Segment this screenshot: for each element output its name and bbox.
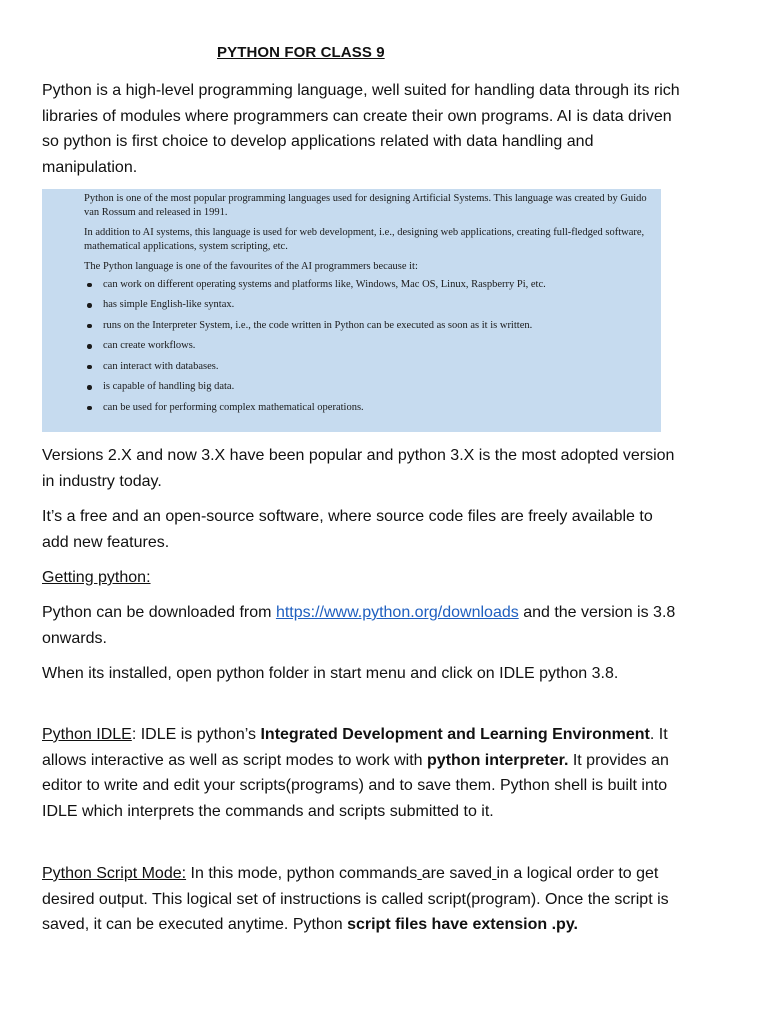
script-mode-text-5: in a logical order to get desired output. This logical set of instructions is called script(program). Once the script is saved, it can be executed anytime. Python — [42, 865, 669, 933]
box-bullet-item: can work on different operating systems and platforms like, Windows, Mac OS, Linux, Raspberry Pi, etc. — [84, 277, 654, 298]
box-paragraph-2: In addition to AI systems, this language is used for web development, i.e., designing web applications, creating full-fledged software, mathematical applications, system scripting, etc. — [84, 227, 645, 252]
free-software-paragraph: It’s a free and an open-source software, where source code files are freely available to add new features. — [42, 508, 653, 551]
versions-paragraph: Versions 2.X and now 3.X have been popular and python 3.X is the most adopted version in industry today. — [42, 447, 675, 490]
script-mode-bold: script files have extension .py. — [347, 916, 578, 933]
download-paragraph — [42, 600, 682, 651]
script-mode-label: Python Script Mode: — [42, 865, 187, 882]
box-paragraph-3: The Python language is one of the favourites of the AI programmers because it: — [84, 261, 418, 272]
intro-paragraph: Python is a high-level programming language, well suited for handling data through its rich libraries of modules where programmers can create their own programs. AI is data driven so python is first choice to develop applications related with data handling and manipulation. — [42, 82, 680, 176]
idle-label: Python IDLE — [42, 726, 132, 743]
box-bullet-item: is capable of handling big data. — [84, 379, 654, 400]
download-text-after: and the version is 3.8 onwards. — [42, 604, 676, 647]
highlight-box — [42, 189, 661, 432]
box-bullet-item: can create workflows. — [84, 338, 654, 359]
box-paragraph-1: Python is one of the most popular programming languages used for designing Artificial Systems. This language was created by Guido van Rossum and released in 1991. — [84, 193, 647, 218]
box-bullet-item: can interact with databases. — [84, 359, 654, 380]
highlight-box-content — [84, 192, 654, 420]
idle-text-2: . It allows interactive as well as script modes to work with — [42, 726, 668, 769]
installed-paragraph: When its installed, open python folder in start menu and click on IDLE python 3.8. — [42, 665, 619, 682]
script-mode-text-3: are saved — [421, 865, 493, 882]
getting-python-heading-text: Getting python: — [42, 569, 151, 586]
box-bullet-item: has simple English-like syntax. — [84, 297, 654, 318]
idle-bold-2: python interpreter. — [427, 751, 569, 769]
getting-python-heading — [42, 565, 682, 591]
download-text-before: Python can be downloaded from — [42, 604, 276, 621]
box-bullet-list — [84, 277, 654, 421]
box-bullet-item: can be used for performing complex mathematical operations. — [84, 400, 654, 421]
script-mode-paragraph — [42, 861, 682, 938]
python-download-link[interactable]: https://www.python.org/downloads — [275, 604, 519, 621]
idle-text-1: : IDLE is python’s — [131, 726, 261, 743]
page-title: PYTHON FOR CLASS 9 — [217, 44, 385, 61]
script-mode-text-1: In this mode, python commands — [186, 865, 418, 882]
box-bullet-item: runs on the Interpreter System, i.e., the code written in Python can be executed as soon as it is written. — [84, 318, 654, 339]
idle-paragraph — [42, 722, 682, 824]
idle-text-3: It provides an editor to write and edit your scripts(programs) and to save them. Python shell is built into IDLE which interprets the commands and scripts submitted to it. — [42, 751, 669, 820]
idle-bold-1: Integrated Development and Learning Environment — [260, 726, 650, 743]
